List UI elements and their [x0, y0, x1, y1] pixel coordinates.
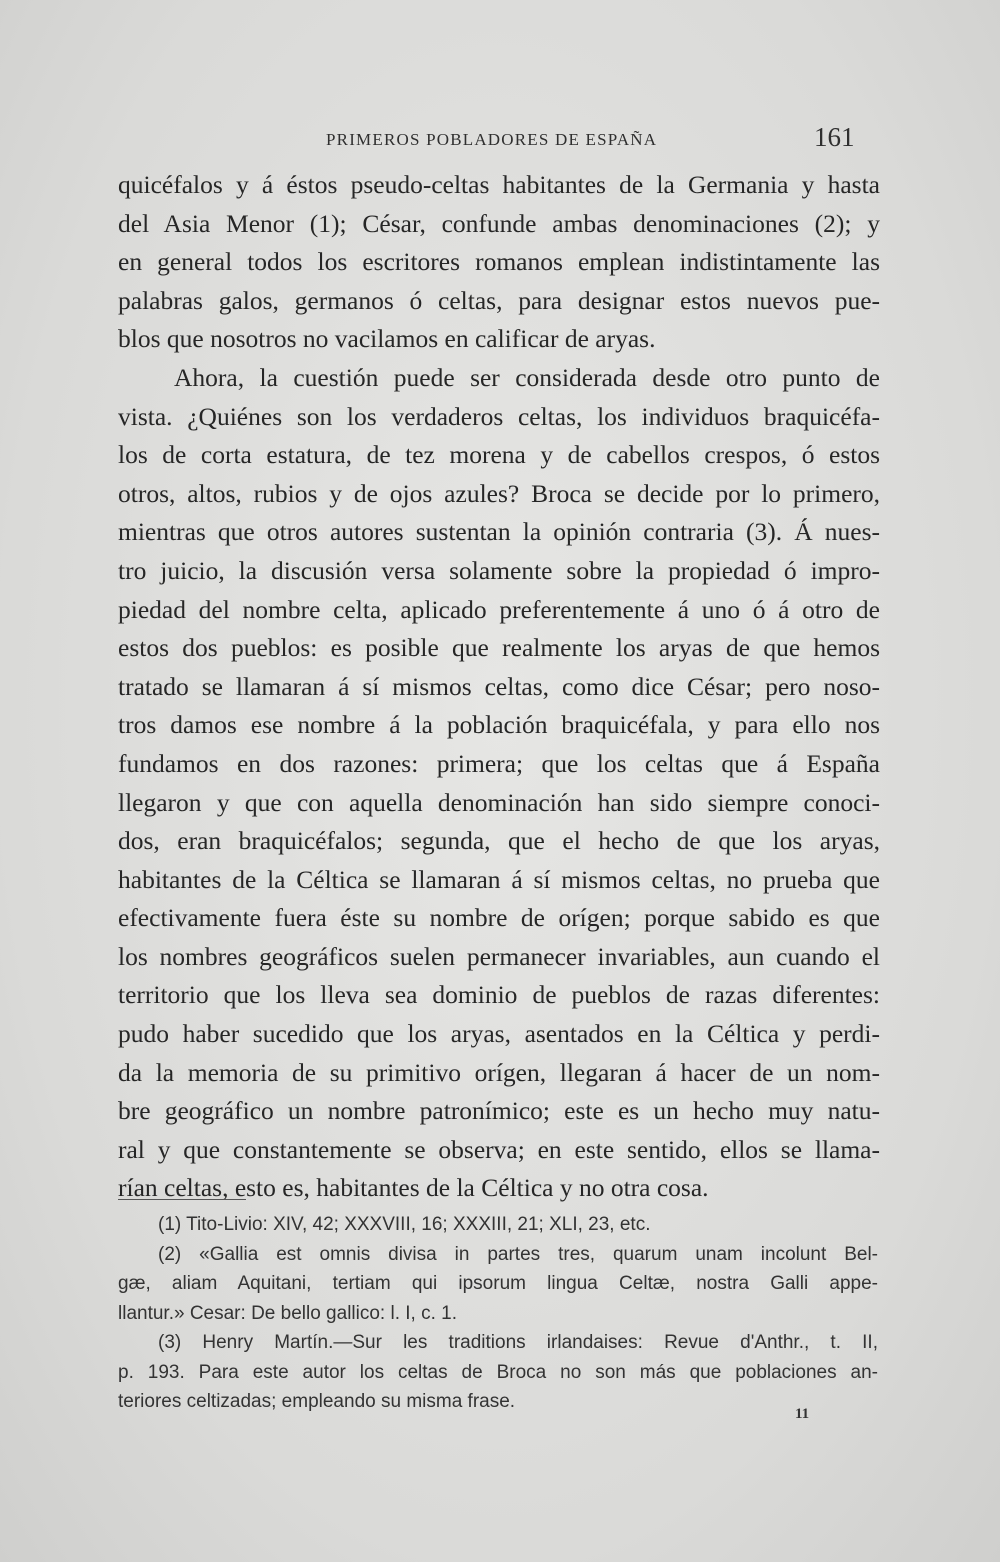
body-line: llegaron y que con aquella denominación han sido siempre conoci- — [118, 787, 880, 817]
body-line: ral y que constantemente se observa; en este sentido, ellos se llama- — [118, 1134, 880, 1164]
footnote-line: (2) «Gallia est omnis divisa in partes tres, quarum unam incolunt Bel- — [158, 1243, 878, 1265]
body-line: Ahora, la cuestión puede ser considerada desde otro punto de — [174, 362, 880, 392]
body-line: habitantes de la Céltica se llamaran á sí mismos celtas, no prueba que — [118, 864, 880, 894]
footnote-line: p. 193. Para este autor los celtas de Broca no son más que poblaciones an- — [118, 1361, 878, 1383]
footnote-line: (3) Henry Martín.—Sur les traditions irlandaises: Revue d'Anthr., t. II, — [158, 1332, 878, 1353]
body-line: efectivamente fuera éste su nombre de orígen; porque sabido es que — [118, 903, 880, 933]
body-line: tro juicio, la discusión versa solamente sobre la propiedad ó impro- — [118, 555, 880, 585]
body-line: territorio que los lleva sea dominio de pueblos de razas diferentes: — [118, 980, 880, 1010]
footnote-line: llantur.» Cesar: De bello gallico: l. I, c. 1. — [118, 1302, 457, 1324]
body-line: fundamos en dos razones: primera; que los celtas que á España — [118, 748, 880, 778]
page-header — [0, 122, 1000, 162]
footnote-line: (1) Tito-Livio: XIV, 42; XXXVIII, 16; XXXIII, 21; XLI, 23, etc. — [158, 1214, 651, 1235]
footnotes — [118, 1210, 878, 1417]
footnote-line: teriores celtizadas; empleando su misma frase. — [118, 1391, 516, 1412]
footnote-line: gæ, aliam Aquitani, tertiam qui ipsorum lingua Celtæ, nostra Galli appe- — [118, 1273, 878, 1294]
footnote-divider — [118, 1199, 246, 1200]
body-line: bre geográfico un nombre patronímico; este es un hecho muy natu- — [118, 1096, 880, 1126]
body-line: quicéfalos y á éstos pseudo-celtas habitantes de la Germania y hasta — [118, 170, 880, 199]
body-line: da la memoria de su primitivo orígen, llegaran á hacer de un nom- — [118, 1057, 880, 1087]
body-line: en general todos los escritores romanos emplean indistintamente las — [118, 247, 880, 277]
body-line: rían celtas, esto es, habitantes de la Céltica y no otra cosa. — [118, 1173, 709, 1203]
page-number: 161 — [814, 122, 855, 152]
body-line: palabras galos, germanos ó celtas, para designar estos nuevos pue- — [118, 285, 880, 315]
body-line: los nombres geográficos suelen permanecer invariables, aun cuando el — [118, 941, 880, 971]
body-text — [118, 166, 880, 1208]
body-line: los de corta estatura, de tez morena y de cabellos crespos, ó estos — [118, 440, 880, 470]
body-line: del Asia Menor (1); César, confunde ambas denominaciones (2); y — [118, 208, 880, 238]
body-line: tratado se llamaran á sí mismos celtas, como dice César; pero noso- — [118, 671, 880, 701]
body-line: mientras que otros autores sustentan la opinión contraria (3). Á nues- — [118, 517, 880, 547]
body-line: estos dos pueblos: es posible que realmente los aryas de que hemos — [118, 633, 880, 663]
running-title: PRIMEROS POBLADORES DE ESPAÑA — [326, 130, 658, 149]
body-line: otros, altos, rubios y de ojos azules? Broca se decide por lo primero, — [118, 478, 880, 508]
body-line: vista. ¿Quiénes son los verdaderos celtas, los individuos braquicéfa- — [118, 401, 880, 431]
signature-mark: 11 — [795, 1406, 810, 1422]
body-line: blos que nosotros no vacilamos en calificar de aryas. — [118, 324, 656, 354]
body-line: tros damos ese nombre á la población braquicéfala, y para ello nos — [118, 710, 880, 740]
body-line: piedad del nombre celta, aplicado preferentemente á uno ó á otro de — [118, 594, 880, 624]
body-line: pudo haber sucedido que los aryas, asentados en la Céltica y perdi- — [118, 1019, 880, 1049]
body-line: dos, eran braquicéfalos; segunda, que el hecho de que los aryas, — [118, 826, 880, 856]
